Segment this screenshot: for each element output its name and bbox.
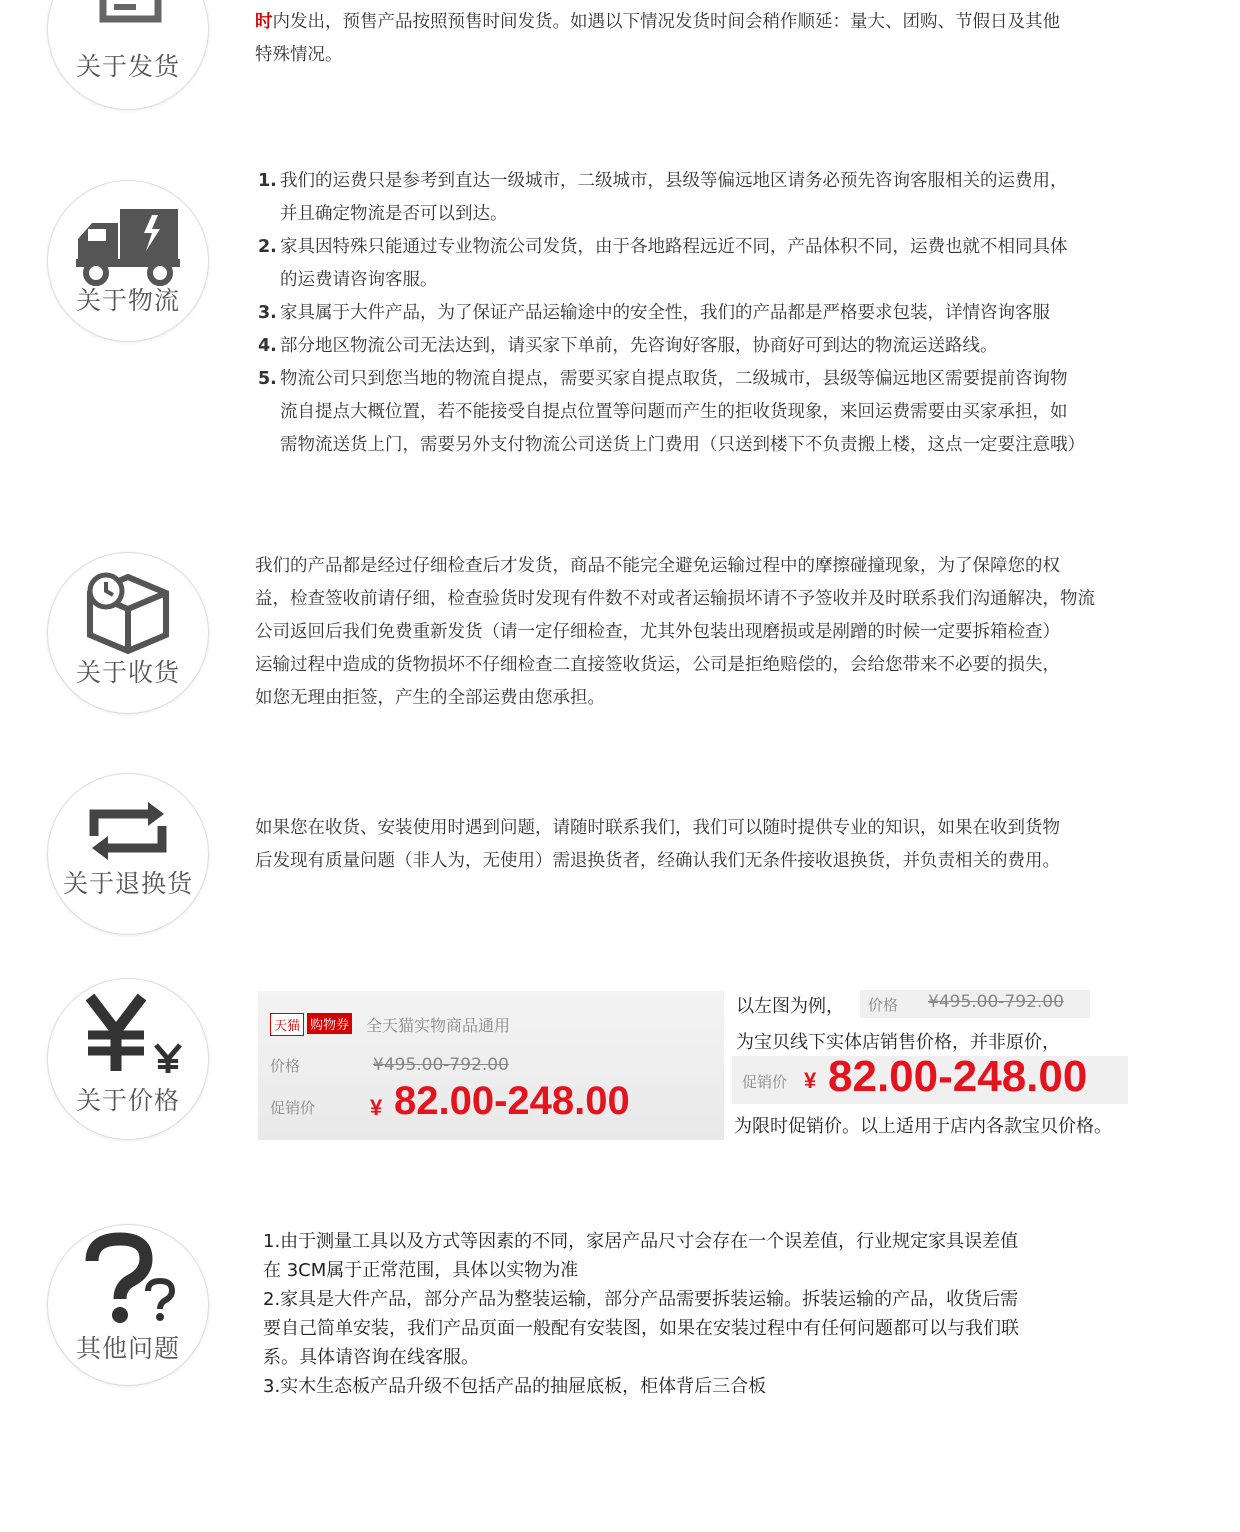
receiving-icon-circle — [47, 552, 209, 714]
tmall-tag: 天猫 — [270, 1013, 304, 1036]
returns-text: 如果您在收货、安装使用时遇到问题，请随时联系我们，我们可以随时提供专业的知识，如果在收到货物 后发现有质量问题（非人为，无使用）需退换货者，经确认我们无条件接收退换货，并负责相关的费用。 — [255, 818, 1060, 871]
price-note-line2: 为宝贝线下实体店销售价格，并非原价， — [736, 1032, 1060, 1053]
shipping-line2: 特殊情况。 — [255, 45, 343, 65]
mini-promo-value: 82.00-248.00 — [828, 1052, 1088, 1101]
mini-promo-currency: ¥ — [804, 1068, 817, 1093]
mini-promo-label: 促销价 — [742, 1073, 788, 1091]
other-icon-circle — [47, 1224, 209, 1386]
price-label: 关于价格 — [75, 1086, 180, 1115]
price-note-line3: 为限时促销价。以上适用于店内各款宝贝价格。 — [734, 1116, 1112, 1137]
shipping-line1: 内发出，预售产品按照预售时间发货。如遇以下情况发货时间会稍作顺延：量大、团购、节假日及其他 — [272, 12, 1060, 32]
tmall-price-card — [258, 991, 724, 1140]
shipping-text — [255, 6, 1060, 72]
shipping-label: 关于发货 — [75, 52, 180, 81]
other-text: 1.由于测量工具以及方式等因素的不同，家居产品尺寸会存在一个误差值，行业规定家具误差值 在 3CM属于正常范围，具体以实物为准 2.家具是大件产品，部分产品为整装运输，部分产品需要拆装运输。拆装运输的产品，收货后需 要自己简单安装，我们产品页面一般配有安装图，如果在安装过程中有任何问题都可以与我们联 系。具体请咨询在线客服。 3.实木生态板产品升级不包括产品的抽屉底板，柜体背后三合板 — [263, 1231, 1019, 1397]
mini-price-label: 价格 — [868, 996, 899, 1014]
receiving-text: 我们的产品都是经过仔细检查后才发货，商品不能完全避免运输过程中的摩擦碰撞现象，为了保障您的权 益，检查签收前请仔细，检查验货时发现有件数不对或者运输损坏请不予签收并及时联系我们沟通解决，物流 公司返回后我们免费重新发货（请一定仔细检查，尤其外包装出现磨损或是剐蹭的时候一定要拆箱检查） 运输过程中造成的货物损坏不仔细检查二直接签收货运，公司是拒绝赔偿的，会给您带来不必要的损失， 如您无理由拒签，产生的全部运费由您承担。 — [255, 556, 1095, 708]
truck-icon — [48, 181, 208, 341]
logistics-item-3: 3. 家具属于大件产品，为了保证产品运输途中的安全性，我们的产品都是严格要求包装，详情咨询客服 — [258, 303, 1050, 323]
logistics-list — [258, 165, 1085, 462]
logistics-label: 关于物流 — [75, 286, 180, 315]
shipping-highlight: 时 — [255, 12, 273, 32]
other-label: 其他问题 — [75, 1334, 180, 1363]
logistics-icon-circle — [47, 180, 209, 342]
mini-price-value: ¥495.00-792.00 — [928, 992, 1064, 1012]
logistics-item-4: 4. 部分地区物流公司无法达到，请买家下单前，先咨询好客服，协商好可到达的物流运送路线。 — [258, 336, 998, 356]
card-price-value: ¥495.00-792.00 — [373, 1055, 509, 1075]
card-promo-value: 82.00-248.00 — [394, 1079, 630, 1123]
returns-label: 关于退换货 — [62, 869, 193, 898]
logistics-item-1: 1. 我们的运费只是参考到直达一级城市，二级城市，县级等偏远地区请务必预先咨询客服相关的运费用， 并且确定物流是否可以到达。 — [258, 171, 1068, 224]
logistics-item-5: 5. 物流公司只到您当地的物流自提点，需要买家自提点取货，二级城市，县级等偏远地区需要提前咨询物 流自提点大概位置，若不能接受自提点位置等问题而产生的拒收货现象，来回运费需要由买家承担，如 需物流送货上门，需要另外支付物流公司送货上门费用（只送到楼下不负责搬上楼，这点一定要注意哦） — [258, 369, 1085, 455]
mini-price-box — [860, 990, 1090, 1018]
exchange-icon — [48, 774, 208, 934]
returns-icon-circle — [47, 773, 209, 935]
coupon-text: 全天猫实物商品通用 — [366, 1016, 511, 1035]
card-price-label: 价格 — [270, 1057, 301, 1075]
card-promo-label: 促销价 — [270, 1099, 316, 1117]
logistics-item-2: 2. 家具因特殊只能通过专业物流公司发货，由于各地路程远近不同，产品体积不同，运费也就不相同具体 的运费请咨询客服。 — [258, 237, 1068, 290]
price-note-line1: 以左图为例， — [736, 996, 844, 1017]
shipping-icon-circle — [47, 0, 209, 110]
card-promo-currency: ¥ — [370, 1095, 383, 1120]
coupon-tag: 购物券 — [307, 1013, 352, 1034]
price-icon-circle — [47, 978, 209, 1140]
mini-promo-box — [732, 1052, 1128, 1104]
package-clock-icon — [48, 553, 208, 713]
receiving-label: 关于收货 — [75, 658, 180, 687]
